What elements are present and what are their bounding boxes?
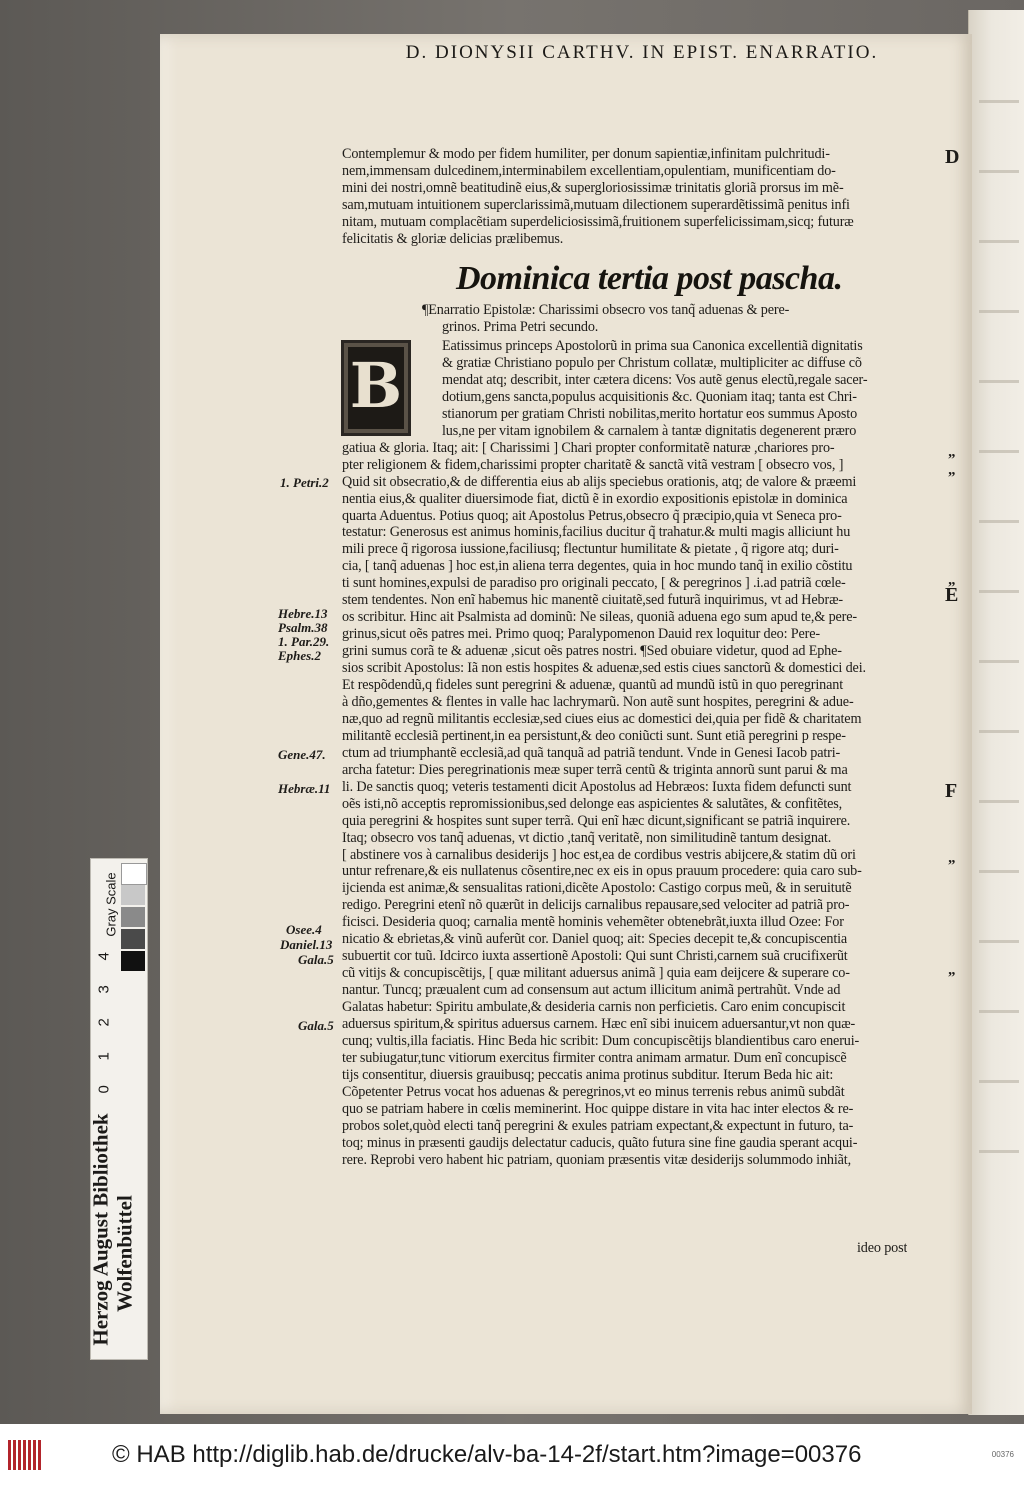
text-line: archa fatetur: Dies peregrinationis meæ super terrã centũ & triginta annorũ sunt parui & ma xyxy=(342,761,848,778)
text-line: Galatas habetur: Spiritu ambulate,& desideria carnis non perficietis. Caro enim concupiscit xyxy=(342,999,846,1016)
ruler-number: 0 xyxy=(95,1085,113,1094)
text-line: felicitatis & gloriæ delicias prælibemus. xyxy=(342,231,564,247)
text-line: os scribitur. Hinc ait Psalmista ad dominũ: Ne sileas, quoniã aduena ego sum apud te,& pere- xyxy=(342,609,857,626)
text-line: cia, [ tanq̃ aduenas ] hoc est,in aliena terra degentes, quia in hoc mundo tanq̃ in exilio cõstitu xyxy=(342,558,853,575)
gray-swatch xyxy=(121,929,145,949)
text-line: mini dei nostri,omnẽ beatitudinẽ eius,& supergloriosissimæ trinitatis gloriã prorsus im mẽ- xyxy=(342,180,844,196)
text-line: pter religionem & fidem,charissimi propter charitatẽ & sanctã vitã vestram [ obsecro vos, ] xyxy=(342,456,844,473)
text-line: ter subiugatur,tunc vitiorum exercitus firmiter contra animam armatur. Dum enĩ concupiscẽ xyxy=(342,1049,847,1066)
text-line: tijs consentitur, diuersis grauibusq; peccatis anima protinus subditur. Iterum Beda hic ait: xyxy=(342,1066,834,1083)
text-line: & gratiæ Christiano populo per Christum collatæ, multipliciter ac diffuse cõ xyxy=(442,354,862,371)
text-line: li. De sanctis quoq; veteris testamenti dicit Apostolus ad Hebræos: Iuxta fidem defuncti sunt xyxy=(342,778,852,795)
institution-name: Herzog August Bibliothek xyxy=(88,1113,113,1346)
text-line: ¶Enarratio Epistolæ: Charissimi obsecro vos tanq̃ aduenas & pere- xyxy=(422,302,790,318)
text-line: oẽs isti,nõ acceptis repromissionibus,sed delonge eas aspicientes & salutãtes, & confitẽtes, xyxy=(342,795,842,812)
gray-scale-label: Gray Scale xyxy=(103,872,119,937)
text-line: lus,ne per vitam ignobilem & carnalem à tantæ dignitatis degenerent præro xyxy=(442,422,857,439)
text-line: nitam, mutuam complacẽtiam superdeliciosissimã,fruitionem superfelicissimam,sicq; futuræ xyxy=(342,214,854,230)
text-line: stianorum per gratiam Christi nobilitas,merito hortatur eos summus Aposto xyxy=(442,405,858,422)
text-line: ficisci. Desideria quoq; carnalia mentẽ hominis vehemẽter obtenebrãt,iuxta illud Ozee: For xyxy=(342,914,844,931)
text-line: nem,immensam dulcedinem,interminabilem excellentiam,opulentiam, munificentiam do- xyxy=(342,163,836,179)
text-line: untur refrenare,& eis nullatenus cõsentire,nec ex eis in opus prauum procedere: quia caro sub- xyxy=(342,863,862,880)
quotation-marker: „ xyxy=(948,850,956,866)
quotation-marker: „ xyxy=(948,572,956,588)
margin-note: 1. Par.29. xyxy=(278,634,330,649)
text-line: sam,mutuam intuitionem superclarissimã,mutuam dilectionem superardẽtissimã penitus infi xyxy=(342,197,850,213)
ruler-number: 4 xyxy=(95,952,113,961)
footer-bar xyxy=(0,1424,1024,1488)
quotation-marker: „ xyxy=(948,462,956,478)
margin-note: Hebræ.11 xyxy=(278,781,331,796)
text-line: ti sunt homines,expulsi de paradiso pro originali peccato, [ & peregrinos ] .i.ad patriã cœle- xyxy=(342,575,846,592)
text-line: quia peregrini & hospites sunt super terrã. Qui enĩ hæc dicunt,significant se patriã inquirere. xyxy=(342,812,851,829)
text-line: cunq; vultis,illa faciatis. Hinc Beda hic scribit: Dum concupiscẽtijs blandientibus caro enerui- xyxy=(342,1032,860,1049)
text-line: nantur. Tuncq; præualent cum ad consensum aut actum illicitum animã pertrahũt. Vnde ad xyxy=(342,982,841,999)
gray-swatch xyxy=(121,907,145,927)
margin-note: 1. Petri.2 xyxy=(280,475,329,490)
text-line: Et respõdendũ,q fideles sunt peregrini & aduenæ, quantũ ad mundũ istũ in quo peregrinant xyxy=(342,677,843,693)
catchword: ideo post xyxy=(857,1240,908,1256)
text-line: aduersus spiritum,& spiritus aduersus carnem. Hæc enĩ sibi inuicem aduersantur,vt non quæ- xyxy=(342,1016,856,1032)
text-line: quarta Aduentus. Potius quoq; ait Apostolus Petrus,obsecro q̃ præcipio,quia vt Seneca pro- xyxy=(342,507,842,524)
margin-note: Gala.5 xyxy=(298,952,334,967)
text-line: ctum ad triumphantẽ ecclesiã,ad quã tanquã ad patriã tendunt. Vnde in Genesi Iacob patri- xyxy=(342,744,841,761)
page-code: 00376 xyxy=(991,1450,1014,1459)
ruler-number: 3 xyxy=(95,985,113,994)
text-line: [ abstinere vos à carnalibus desiderijs ] hoc est,ea de cordibus vestris abijcere,& statim dũ ori xyxy=(342,846,856,863)
color-calibration-strip xyxy=(90,858,148,1360)
text-line: Eatissimus princeps Apostolorũ in prima sua Canonica excellentiã dignitatis xyxy=(442,338,863,354)
text-line: grinus,sicut oẽs patres mei. Primo quoq; Paralypomenon Dauid rex loquitur deo: Pere- xyxy=(342,626,820,643)
margin-note: Gene.47. xyxy=(278,747,326,762)
gray-swatch xyxy=(121,885,145,905)
adjacent-page-edge xyxy=(968,10,1024,1415)
text-line: nicatio & ebrietas,& vinũ auferũt cor. Daniel quoq; ait: Species decepit te,& concupiscentia xyxy=(342,931,848,948)
text-line: grini sumus corã te & aduenæ ,sicut oẽs patres nostri. ¶Sed obuiare videtur, quod ad Ephe- xyxy=(342,643,842,660)
ruler-number: 1 xyxy=(95,1052,113,1061)
quotation-marker: „ xyxy=(948,962,956,978)
text-line: cũ vitijs & concupiscẽtijs, [ quæ militant aduersus animã ] quia eam deijcere & superare co- xyxy=(342,965,850,982)
text-line: rere. Reprobi vero habent hic patriam, quoniam præsentis vitæ desiderijs solummodo inhiãt, xyxy=(342,1151,851,1168)
text-line: redigo. Peregrini etenĩ nõ quærũt in delicijs carnalibus repausare,sed velociter ad patriã pro- xyxy=(342,897,850,914)
text-line: Quid sit obsecratio,& de differentia eius ab alijs speciebus orationis, atq; de valore & præemi xyxy=(342,473,857,490)
copyright-url[interactable]: © HAB http://diglib.hab.de/drucke/alv-ba-14-2f/start.htm?image=00376 xyxy=(112,1441,862,1468)
book-page xyxy=(160,34,972,1414)
text-line: probos solet,quòd electi tanq̃ peregrini & exules patriam expectant,& expectunt in futuro, ta- xyxy=(342,1117,854,1134)
text-line: Itaq; obsecro vos tanq̃ aduenas, vt dictio ,tanq̃ veritatẽ, non similitudinẽ tantum designat. xyxy=(342,829,832,846)
text-line: stem tendentes. Non enĩ habemus hic manentẽ ciuitatẽ,sed futurã inquirimus, vt ad Hebræ- xyxy=(342,592,843,609)
hab-logo-icon xyxy=(8,1438,44,1472)
text-line: Cõpetenter Petrus vocat hos aduenas & peregrinos,vt eo minus terrenis rebus animũ subdãt xyxy=(342,1083,845,1100)
margin-note: Psalm.38 xyxy=(278,620,328,635)
margin-note: Daniel.13 xyxy=(280,937,333,952)
text-line: mili prece q̃ rigorosa iussione,faciliusq; flectuntur humilitate & pietate , q̃ rigore atq; duri- xyxy=(342,541,839,558)
text-line: à dño,gementes & flentes in valle hac lachrymarũ. Non autẽ sunt hospites, peregrini & adue- xyxy=(342,693,854,710)
text-line: dotium,gens sancta,populus acquisitionis &c. Quoniam itaq; tanta est Chri- xyxy=(442,388,857,405)
text-line: sios scribit Apostolus: Iã non estis hospites & aduenæ,sed estis ciues sanctorũ & domestici dei. xyxy=(342,660,866,677)
ruler-number: 2 xyxy=(95,1018,113,1027)
section-marker: D xyxy=(945,146,960,168)
section-title: Dominica tertia post pascha. xyxy=(456,260,843,297)
text-line: testatur: Generosus est animus hominis,facilius ducitur q̃ trahatur.& multi magis alliciunt hu xyxy=(342,524,851,541)
margin-note: Gala.5 xyxy=(298,1018,334,1033)
gray-swatch xyxy=(121,951,145,971)
text-line: Contemplemur & modo per fidem humiliter, per donum sapientiæ,infinitam pulchritudi- xyxy=(342,146,830,162)
quotation-marker: „ xyxy=(948,444,956,460)
text-line: nentia eius,& qualiter diuersimode fiat, dictũ ẽ in exordio expositionis epistolæ in dominica xyxy=(342,490,848,507)
running-header: D. DIONYSII CARTHV. IN EPIST. ENARRATIO. xyxy=(405,42,879,63)
margin-note: Ephes.2 xyxy=(278,648,321,663)
text-line: mendat atq; describit, inter cætera dicens: Vos autẽ genus electũ,regale sacer- xyxy=(442,371,868,388)
text-line: gatiua & gloria. Itaq; ait: [ Charissimi ] Chari propter conformitatẽ naturæ ,chariores pro- xyxy=(342,439,835,456)
text-line: quo se patriam habere in cœlis meminerint. Hoc quippe distare in vita hac inter electos & re- xyxy=(342,1100,854,1117)
text-line: ijcienda est animæ,& sensualitas rationi,dicẽte Apostolo: Castigo corpus meũ, & in seruitutẽ xyxy=(342,880,852,897)
margin-note: Hebre.13 xyxy=(278,606,328,621)
section-marker: E xyxy=(945,584,959,606)
text-line: næ,quo ad regnũ militantis ecclesiæ,sed ciues eius ac domestici dei,quia per fidẽ & charitatem xyxy=(342,710,862,727)
decorated-initial: B xyxy=(341,340,411,436)
text-line: subuertit cor tuũ. Idcirco iuxta assertionẽ Apostoli: Qui sunt Christi,carnem suã crucifixerũt xyxy=(342,948,848,965)
margin-note: Osee.4 xyxy=(286,922,322,937)
text-line: militantẽ ecclesiã pertinent,in ea persistunt,& deo coniũcti sunt. Sunt etiã peregrini p respe- xyxy=(342,727,846,744)
text-line: grinos. Prima Petri secundo. xyxy=(442,319,599,335)
institution-city: Wolfenbüttel xyxy=(112,1195,137,1312)
text-line: toq; minus in præsenti gaudijs delectatur caducis, quãto futura sine fine gaudia sperant acqui- xyxy=(342,1134,858,1151)
gray-swatch xyxy=(121,863,147,885)
section-marker: F xyxy=(945,780,958,802)
